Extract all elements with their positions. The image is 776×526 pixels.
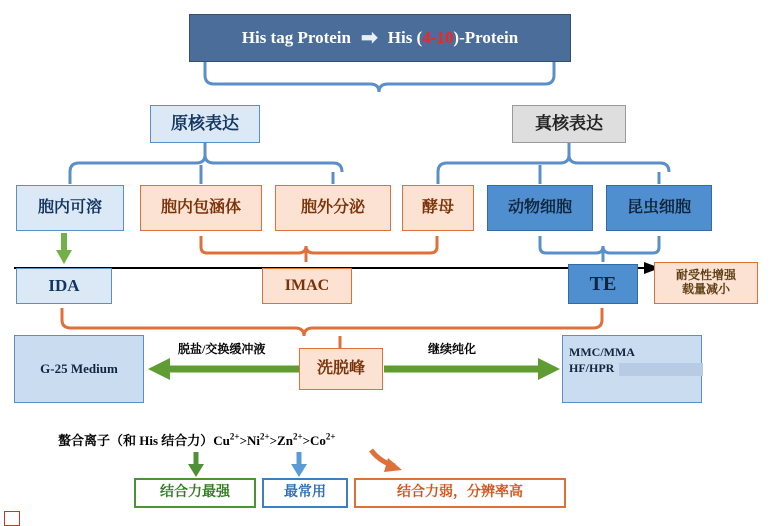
right-arrow-icon: ➡: [360, 26, 378, 49]
label-desalt-buffer-exchange: 脱盐/交换缓冲液: [178, 342, 266, 356]
node-animal-cell: 动物细胞: [487, 185, 593, 231]
node-imac: IMAC: [262, 268, 352, 304]
title-suffix-red: 4-10: [422, 28, 454, 48]
mmc-line-1: MMC/MMA: [569, 345, 635, 359]
title-suffix-after: )-Protein: [453, 28, 519, 48]
node-insect-cell: 昆虫细胞: [606, 185, 712, 231]
node-weak-binding-high-resolution: 结合力弱，分辨率高: [354, 478, 566, 508]
node-best-binding: 结合力最强: [134, 478, 256, 508]
node-g25-medium: G-25 Medium: [14, 335, 144, 403]
chelate-series: $Cu^{2+}>Ni^{2+}>Zn^{2+}>Co^{2+}$: [213, 431, 336, 448]
chelate-ion-series: [58, 430, 336, 449]
tolerance-line-1: 耐受性增强: [675, 268, 736, 283]
node-ida: IDA: [16, 268, 112, 304]
node-soluble-intracellular: 胞内可溶: [16, 185, 124, 231]
node-tolerance-note: [654, 262, 758, 304]
label-continue-purification: 继续纯化: [428, 342, 477, 356]
node-most-used: 最常用: [262, 478, 348, 508]
node-mmc-mma-hf-hpr: [562, 335, 702, 403]
node-yeast: 酵母: [402, 185, 474, 231]
node-eukaryotic-expression: 真核表达: [512, 105, 626, 143]
node-inclusion-body: 胞内包涵体: [140, 185, 262, 231]
node-prokaryotic-expression: 原核表达: [150, 105, 260, 143]
node-elution-peak: 洗脱峰: [299, 348, 383, 390]
mmc-line-2: HF/HPR: [569, 361, 615, 376]
chelate-prefix: 螯合离子（和 His 结合力）: [58, 433, 214, 448]
tolerance-line-2: 载量减小: [681, 282, 730, 296]
node-extracellular-secretion: 胞外分泌: [275, 185, 391, 231]
title-prefix: His tag Protein: [241, 28, 351, 48]
page-title: [189, 14, 571, 62]
mmc-highlight-bar: [619, 363, 703, 376]
title-suffix-before: His (: [387, 28, 423, 48]
node-te: TE: [568, 264, 638, 304]
